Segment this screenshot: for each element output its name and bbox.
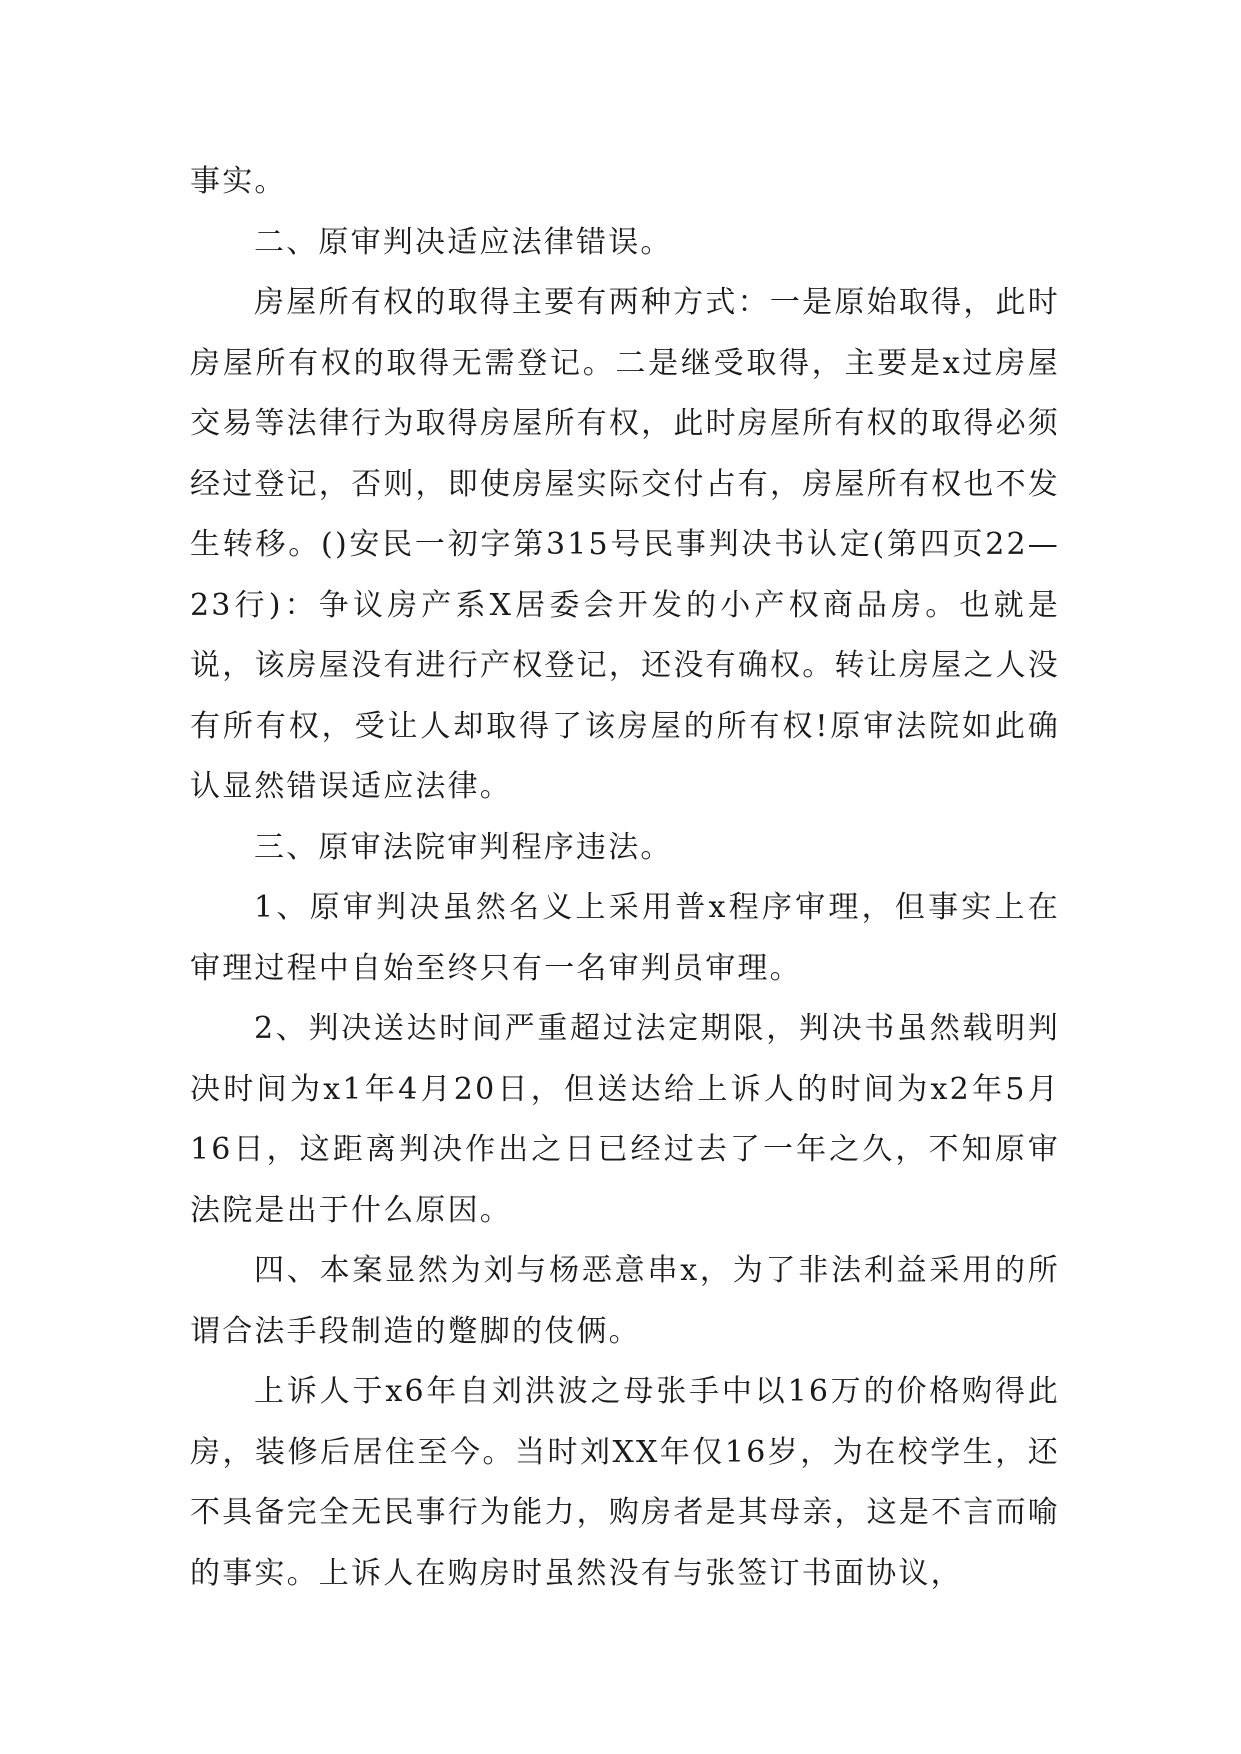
document-body xyxy=(190,152,1060,1604)
paragraph-purchase: 上诉人于x6年自刘洪波之母张手中以16万的价格购得此房，装修后居住至今。当时刘XX年仅16岁，为在校学生，还不具备完全无民事行为能力，购房者是其母亲，这是不言而喻的事实。上诉人在购房时虽然没有与张签订书面协议， xyxy=(190,1374,1060,1591)
section-heading-4: 四、本案显然为刘与杨恶意串x，为了非法利益采用的所谓合法手段制造的蹩脚的伎俩。 xyxy=(190,1253,1060,1349)
paragraph-point-1: 1、原审判决虽然名义上采用普x程序审理，但事实上在审理过程中自始至终只有一名审判员审理。 xyxy=(190,890,1060,986)
paragraph-ownership: 房屋所有权的取得主要有两种方式：一是原始取得，此时房屋所有权的取得无需登记。二是继受取得，主要是x过房屋交易等法律行为取得房屋所有权，此时房屋所有权的取得必须经过登记，否则，即使房屋实际交付占有，房屋所有权也不发生转移。()安民一初字第315号民事判决书认定(第四页22—23行)：争议房产系X居委会开发的小产权商品房。也就是说，该房屋没有进行产权登记，还没有确权。转让房屋之人没有所有权，受让人却取得了该房屋的所有权!原审法院如此确认显然错误适应法律。 xyxy=(190,285,1060,804)
section-heading-3: 三、原审法院审判程序违法。 xyxy=(254,829,673,865)
paragraph-continuation: 事实。 xyxy=(190,164,287,199)
paragraph-point-2: 2、判决送达时间严重超过法定期限，判决书虽然载明判决时间为x1年4月20日，但送达给上诉人的时间为x2年5月16日，这距离判决作出之日已经过去了一年之久，不知原审法院是出于什么原因。 xyxy=(190,1011,1060,1228)
section-heading-2: 二、原审判决适应法律错误。 xyxy=(254,224,673,260)
